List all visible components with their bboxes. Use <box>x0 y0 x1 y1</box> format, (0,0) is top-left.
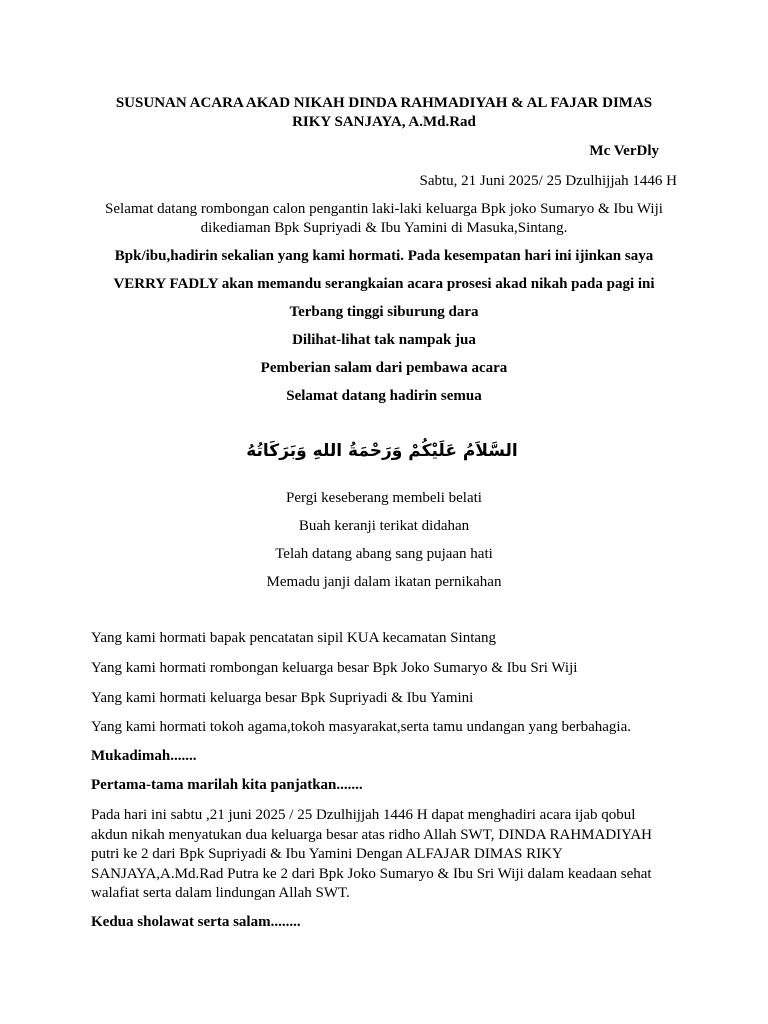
document-title-line-1: SUSUNAN ACARA AKAD NIKAH DINDA RAHMADIYAH & AL FAJAR DIMAS <box>115 95 653 111</box>
section-mukadimah: Mukadimah....... <box>91 748 197 764</box>
opening-line-2: VERRY FADLY akan memandu serangkaian acara prosesi akad nikah pada pagi ini <box>113 276 655 292</box>
pantun-2-line-2: Buah keranji terikat didahan <box>298 518 470 534</box>
greeting-line-2: Yang kami hormati rombongan keluarga besar Bpk Joko Sumaryo & Ibu Sri Wiji <box>91 660 578 676</box>
pantun-1-line-2: Dilihat-lihat tak nampak jua <box>292 332 476 348</box>
salam-calligraphy-text: السَّلاَمُ عَلَيْكُمْ وَرَحْمَةُ اللهِ وَبَرَكَاتُهُ <box>246 441 518 461</box>
greeting-line-4: Yang kami hormati tokoh agama,tokoh masyarakat,serta tamu undangan yang berbahagia. <box>91 719 631 735</box>
event-description-paragraph: Pada hari ini sabtu ,21 juni 2025 / 25 Dzulhijjah 1446 H dapat menghadiri acara ijab qobul akdun nikah menyatukan dua keluarga besar atas ridho Allah SWT, DINDA RAHMADIYAH putri ke 2 dari Bpk Supriyadi & Ibu Yamini Dengan ALFAJAR DIMAS RIKY SANJAYA,A.Md.Rad Putra ke 2 dari Bpk Joko Sumaryo & Ibu Sri Wiji dalam keadaan sehat walafiat serta dalam lindungan Allah SWT. <box>91 807 652 901</box>
pantun-2-line-1: Pergi keseberang membeli belati <box>286 490 482 506</box>
section-kedua: Kedua sholawat serta salam........ <box>91 914 301 930</box>
event-date: Sabtu, 21 Juni 2025/ 25 Dzulhijjah 1446 H <box>419 173 677 189</box>
pantun-1-line-4: Selamat datang hadirin semua <box>286 388 482 404</box>
pantun-1-line-1: Terbang tinggi siburung dara <box>289 304 479 320</box>
salam-calligraphy-image <box>246 418 518 478</box>
pantun-1-line-3: Pemberian salam dari pembawa acara <box>260 360 508 376</box>
welcome-line-1: Selamat datang rombongan calon pengantin laki-laki keluarga Bpk joko Sumaryo & Ibu Wiji <box>105 201 663 217</box>
pantun-2-line-3: Telah datang abang sang pujaan hati <box>275 546 493 562</box>
greeting-line-3: Yang kami hormati keluarga besar Bpk Supriyadi & Ibu Yamini <box>91 690 474 706</box>
mc-name: Mc VerDly <box>589 143 659 159</box>
pantun-2-line-4: Memadu janji dalam ikatan pernikahan <box>266 574 502 590</box>
greeting-line-1: Yang kami hormati bapak pencatatan sipil KUA kecamatan Sintang <box>91 630 497 646</box>
opening-line-1: Bpk/ibu,hadirin sekalian yang kami hormati. Pada kesempatan hari ini ijinkan saya <box>114 248 654 264</box>
section-pertama: Pertama-tama marilah kita panjatkan....... <box>91 777 363 793</box>
document-title-line-2: RIKY SANJAYA, A.Md.Rad <box>292 114 476 130</box>
welcome-line-2: dikediaman Bpk Supriyadi & Ibu Yamini di Masuka,Sintang. <box>200 220 568 236</box>
